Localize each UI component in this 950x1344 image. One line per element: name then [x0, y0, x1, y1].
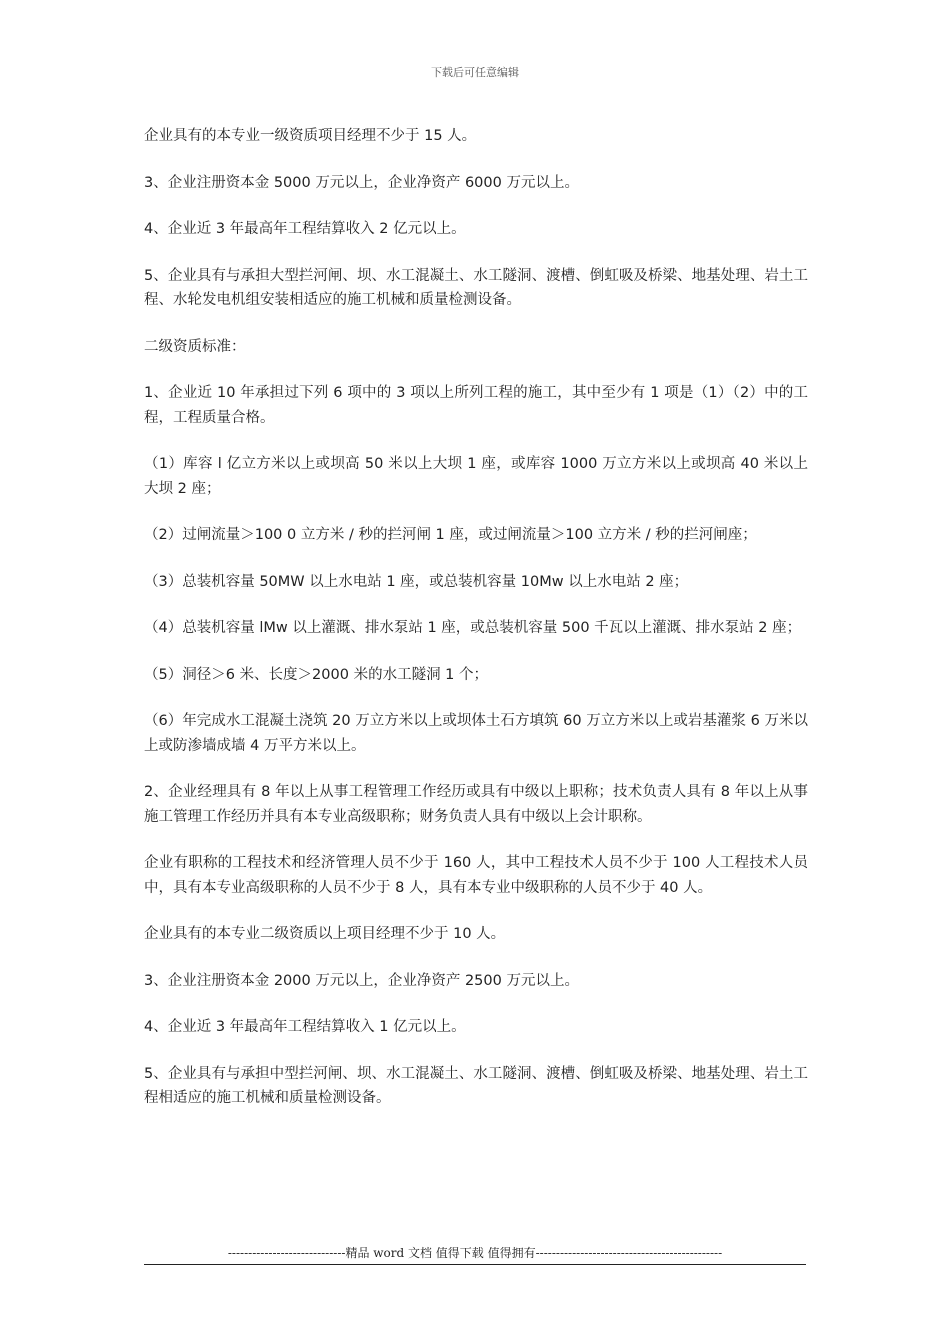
paragraph: 企业具有的本专业二级资质以上项目经理不少于 10 人。: [144, 926, 506, 942]
list-item: （2）过闸流量＞100 0 立方米 / 秒的拦河闸 1 座，或过闸流量＞100 立方米 / 秒的拦河闸座；: [144, 527, 757, 543]
paragraph: 5、企业具有与承担大型拦河闸、坝、水工混凝土、水工隧洞、渡槽、倒虹吸及桥梁、地基处理、岩土工程、水轮发电机组安装相适应的施工机械和质量检测设备。: [144, 267, 808, 308]
document-body: [144, 124, 808, 1133]
paragraph: 3、企业注册资本金 2000 万元以上，企业净资产 2500 万元以上。: [144, 972, 579, 989]
list-item: （3）总装机容量 50MW 以上水电站 1 座，或总装机容量 10Mw 以上水电站 2 座；: [144, 573, 689, 590]
paragraph: 1、企业近 10 年承担过下列 6 项中的 3 项以上所列工程的施工，其中至少有 1 项是（1）（2）中的工程，工程质量合格。: [144, 385, 808, 426]
section-heading: 二级资质标准：: [144, 338, 246, 355]
paragraph: 4、企业近 3 年最高年工程结算收入 1 亿元以上。: [144, 1019, 466, 1035]
paragraph: 5、企业具有与承担中型拦河闸、坝、水工混凝土、水工隧洞、渡槽、倒虹吸及桥梁、地基处理、岩土工程相适应的施工机械和质量检测设备。: [144, 1065, 808, 1106]
paragraph: 2、企业经理具有 8 年以上从事工程管理工作经历或具有中级以上职称；技术负责人具有 8 年以上从事施工管理工作经历并具有本专业高级职称；财务负责人具有中级以上会计职称。: [144, 784, 808, 825]
list-item: （4）总装机容量 lMw 以上灌溉、排水泵站 1 座，或总装机容量 500 千瓦以上灌溉、排水泵站 2 座；: [144, 620, 802, 636]
paragraph: 企业具有的本专业一级资质项目经理不少于 15 人。: [144, 128, 477, 144]
paragraph: 3、企业注册资本金 5000 万元以上，企业净资产 6000 万元以上。: [144, 174, 579, 191]
paragraph: 4、企业近 3 年最高年工程结算收入 2 亿元以上。: [144, 221, 466, 237]
list-item: （6）年完成水工混凝土浇筑 20 万立方米以上或坝体土石方填筑 60 万立方米以上或岩基灌浆 6 万米以上或防渗墙成墙 4 万平方米以上。: [144, 713, 808, 754]
list-item: （1）库容 l 亿立方米以上或坝高 50 米以上大坝 1 座，或库容 1000 万立方米以上或坝高 40 米以上大坝 2 座；: [144, 456, 808, 497]
page-header: 下载后可任意编辑: [431, 66, 519, 79]
list-item: （5）洞径＞6 米、长度＞2000 米的水工隧洞 1 个；: [144, 666, 489, 683]
paragraph: 企业有职称的工程技术和经济管理人员不少于 160 人，其中工程技术人员不少于 100 人工程技术人员中，具有本专业高级职称的人员不少于 8 人，具有本专业中级职称的人员不少于 40 人。: [144, 855, 808, 896]
page-footer: -----------------------------精品 word 文档 值得下载 值得拥有----------------------------------------------: [144, 1244, 806, 1265]
